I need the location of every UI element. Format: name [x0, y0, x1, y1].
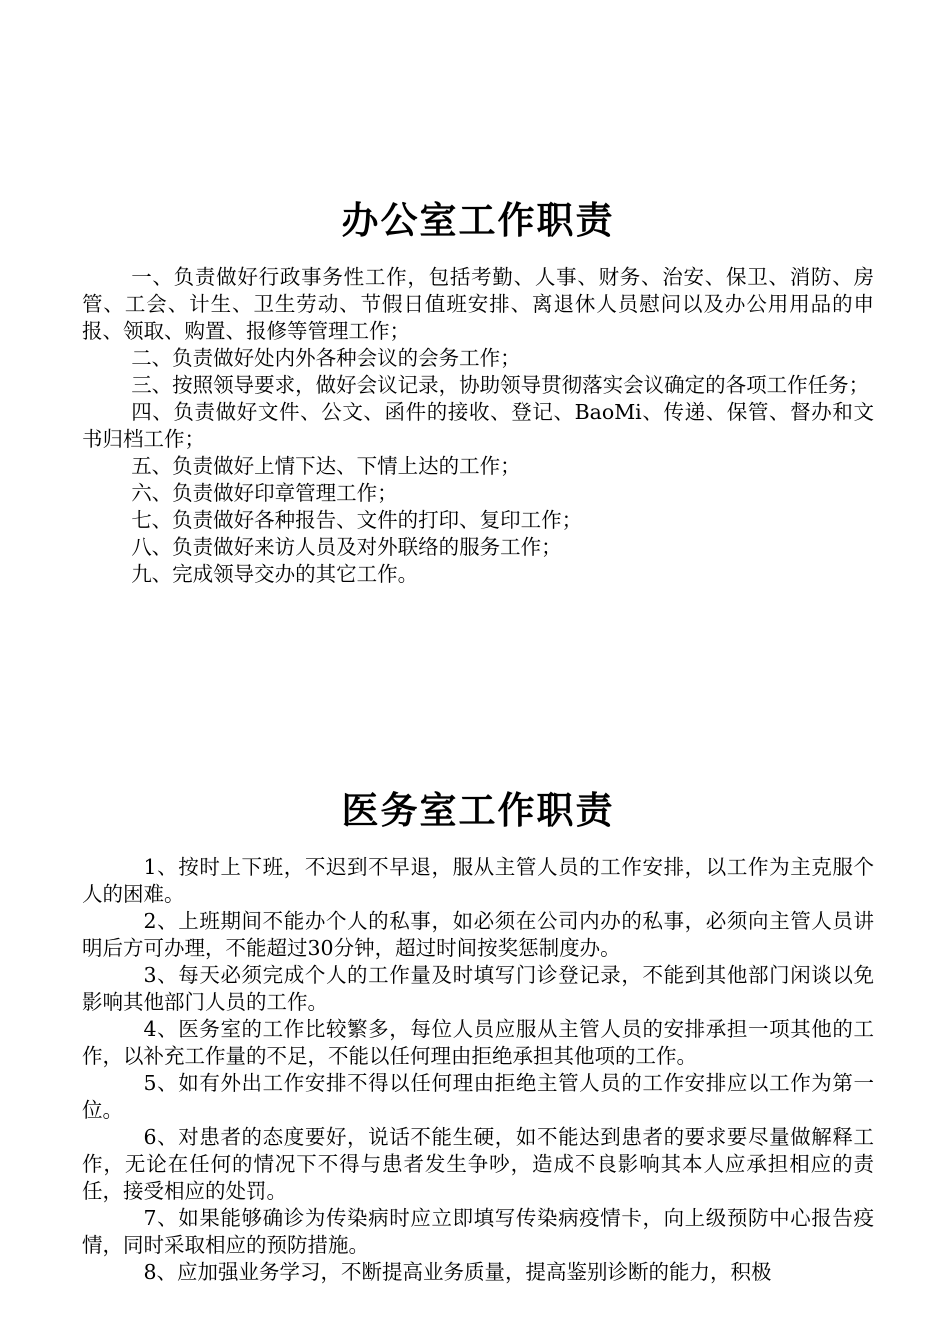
medical-duty-item: 6、对患者的态度要好，说话不能生硬，如不能达到患者的要求要尽量做解释工作，无论在任何的情况下不得与患者发生争吵，造成不良影响其本人应承担相应的责任，接受相应的处罚。 — [82, 1125, 874, 1203]
medical-duties-title: 医务室工作职责 — [341, 788, 615, 832]
office-duty-item: 四、负责做好文件、公文、函件的接收、登记、BaoMi、传递、保管、督办和文书归档工作； — [82, 400, 874, 451]
medical-duty-item: 2、上班期间不能办个人的私事，如必须在公司内办的私事，必须向主管人员讲明后方可办理，不能超过30分钟，超过时间按奖惩制度办。 — [82, 909, 874, 960]
office-duty-item: 五、负责做好上情下达、下情上达的工作； — [131, 454, 521, 478]
office-duty-item: 一、负责做好行政事务性工作，包括考勤、人事、财务、治安、保卫、消防、房管、工会、计生、卫生劳动、节假日值班安排、离退休人员慰问以及办公用用品的申报、领取、购置、报修等管理工作； — [82, 265, 874, 343]
office-duties-title: 办公室工作职责 — [341, 198, 615, 242]
office-duty-item: 六、负责做好印章管理工作； — [131, 481, 398, 505]
medical-duty-item: 3、每天必须完成个人的工作量及时填写门诊登记录，不能到其他部门闲谈以免影响其他部门人员的工作。 — [82, 963, 874, 1014]
office-duty-item: 八、负责做好来访人员及对外联络的服务工作； — [131, 535, 562, 559]
medical-duty-item: 5、如有外出工作安排不得以任何理由拒绝主管人员的工作安排应以工作为第一位。 — [82, 1071, 874, 1122]
medical-duty-item: 7、如果能够确诊为传染病时应立即填写传染病疫情卡，向上级预防中心报告疫情，同时采取相应的预防措施。 — [82, 1206, 874, 1257]
medical-duty-item: 8、应加强业务学习，不断提高业务质量，提高鉴别诊断的能力，积极 — [143, 1260, 772, 1284]
office-duty-item: 二、负责做好处内外各种会议的会务工作； — [131, 346, 521, 370]
office-duty-item: 九、完成领导交办的其它工作。 — [131, 562, 419, 586]
medical-duties-section — [82, 788, 874, 1286]
medical-duty-item: 4、医务室的工作比较繁多，每位人员应服从主管人员的安排承担一项其他的工作，以补充工作量的不足，不能以任何理由拒绝承担其他项的工作。 — [82, 1017, 874, 1068]
office-duty-item: 七、负责做好各种报告、文件的打印、复印工作； — [131, 508, 583, 532]
office-duties-section — [82, 198, 874, 588]
medical-duty-item: 1、按时上下班，不迟到不早退，服从主管人员的工作安排，以工作为主克服个人的困难。 — [82, 855, 874, 906]
office-duty-item: 三、按照领导要求，做好会议记录，协助领导贯彻落实会议确定的各项工作任务； — [131, 373, 870, 397]
